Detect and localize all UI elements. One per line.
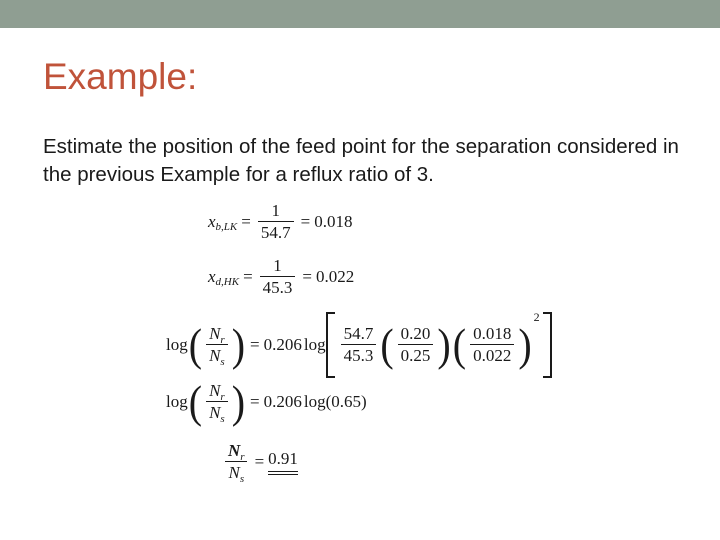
eq2-result: 0.022 — [316, 266, 355, 286]
eq4-close-paren: ) — [231, 375, 246, 428]
eq1-result: 0.018 — [314, 211, 353, 231]
eq3-f3-den: 0.022 — [470, 344, 514, 365]
eq2-equals: = — [243, 266, 253, 286]
eq1-denominator: 54.7 — [258, 221, 294, 242]
eq5-ns: N — [228, 462, 240, 482]
eq3-left-bracket — [326, 312, 335, 378]
eq3-log: log — [166, 335, 188, 354]
eq3-exponent: 2 — [533, 309, 540, 324]
eq2-numerator: 1 — [273, 256, 282, 275]
eq2-denominator: 45.3 — [260, 276, 296, 297]
eq4-log-2: log — [303, 392, 326, 411]
eq3-equals: = — [250, 335, 260, 354]
slide-title: Example: — [43, 56, 198, 97]
eq3-f3-num: 0.018 — [473, 324, 512, 344]
eq4-nr-sub: r — [220, 391, 225, 404]
eq2-equals-2: = — [302, 266, 313, 286]
eq4-nr: N — [209, 381, 221, 401]
eq5-equals: = — [254, 451, 265, 471]
eq3-right-bracket — [543, 312, 552, 378]
eq4-open-paren: ( — [188, 375, 203, 428]
eq5-nr-sub: r — [240, 451, 245, 463]
eq4-ratio — [206, 381, 228, 425]
eq3-coefficient: 0.206 — [263, 335, 302, 354]
eq5-nr: N — [228, 441, 241, 460]
eq3-fraction-2 — [398, 325, 434, 365]
equation-final-ratio — [222, 441, 298, 485]
eq1-equals: = — [241, 211, 251, 231]
eq1-equals-2: = — [300, 211, 311, 231]
eq1-lhs-var: x — [208, 211, 216, 231]
eq3-f1-num: 54.7 — [343, 324, 374, 344]
eq3-log-2: log — [303, 335, 326, 354]
eq3-close-paren: ) — [231, 318, 246, 371]
eq2-fraction — [260, 257, 296, 297]
eq3-fraction-3 — [470, 325, 514, 365]
equation-x-distillate-hk — [208, 257, 354, 297]
eq4-ns-sub: s — [220, 413, 225, 425]
eq1-lhs-sub: b,LK — [215, 220, 238, 233]
eq3-nr: N — [209, 324, 221, 344]
eq5-ns-sub: s — [239, 472, 245, 485]
eq2-lhs-var: x — [208, 266, 216, 286]
eq3-f2-open: ( — [380, 318, 394, 371]
eq3-f2-den: 0.25 — [398, 344, 434, 365]
equation-log-result — [166, 375, 367, 428]
eq5-result: 0.91 — [268, 449, 298, 475]
eq4-argument: (0.65) — [325, 392, 367, 411]
equation-x-bottoms-lk — [208, 202, 352, 242]
eq4-coefficient: 0.206 — [263, 392, 302, 411]
eq5-ratio — [225, 441, 248, 485]
eq3-ns-sub: s — [220, 356, 225, 368]
eq4-log: log — [166, 392, 188, 411]
eq4-ns: N — [209, 403, 221, 422]
eq3-fraction-1 — [341, 325, 377, 365]
top-decorative-band — [0, 0, 720, 28]
eq3-f2-num: 0.20 — [400, 324, 431, 344]
eq3-f3-close: ) — [518, 318, 532, 371]
eq3-ratio — [206, 324, 228, 368]
problem-statement: Estimate the position of the feed point for the separation considered in the previous Example for a reflux ratio of 3. — [43, 135, 679, 186]
eq4-equals: = — [250, 392, 260, 411]
eq3-f1-den: 45.3 — [341, 344, 377, 365]
eq3-open-paren: ( — [188, 318, 203, 371]
eq3-f2-close: ) — [437, 318, 451, 371]
eq1-numerator: 1 — [271, 201, 280, 220]
eq1-fraction — [258, 202, 294, 242]
eq3-f3-open: ( — [452, 318, 467, 371]
eq2-lhs-sub: d,HK — [215, 275, 240, 288]
eq3-nr-sub: r — [220, 334, 225, 347]
eq3-ns: N — [209, 346, 221, 365]
equation-kirkbride-log — [166, 309, 552, 378]
